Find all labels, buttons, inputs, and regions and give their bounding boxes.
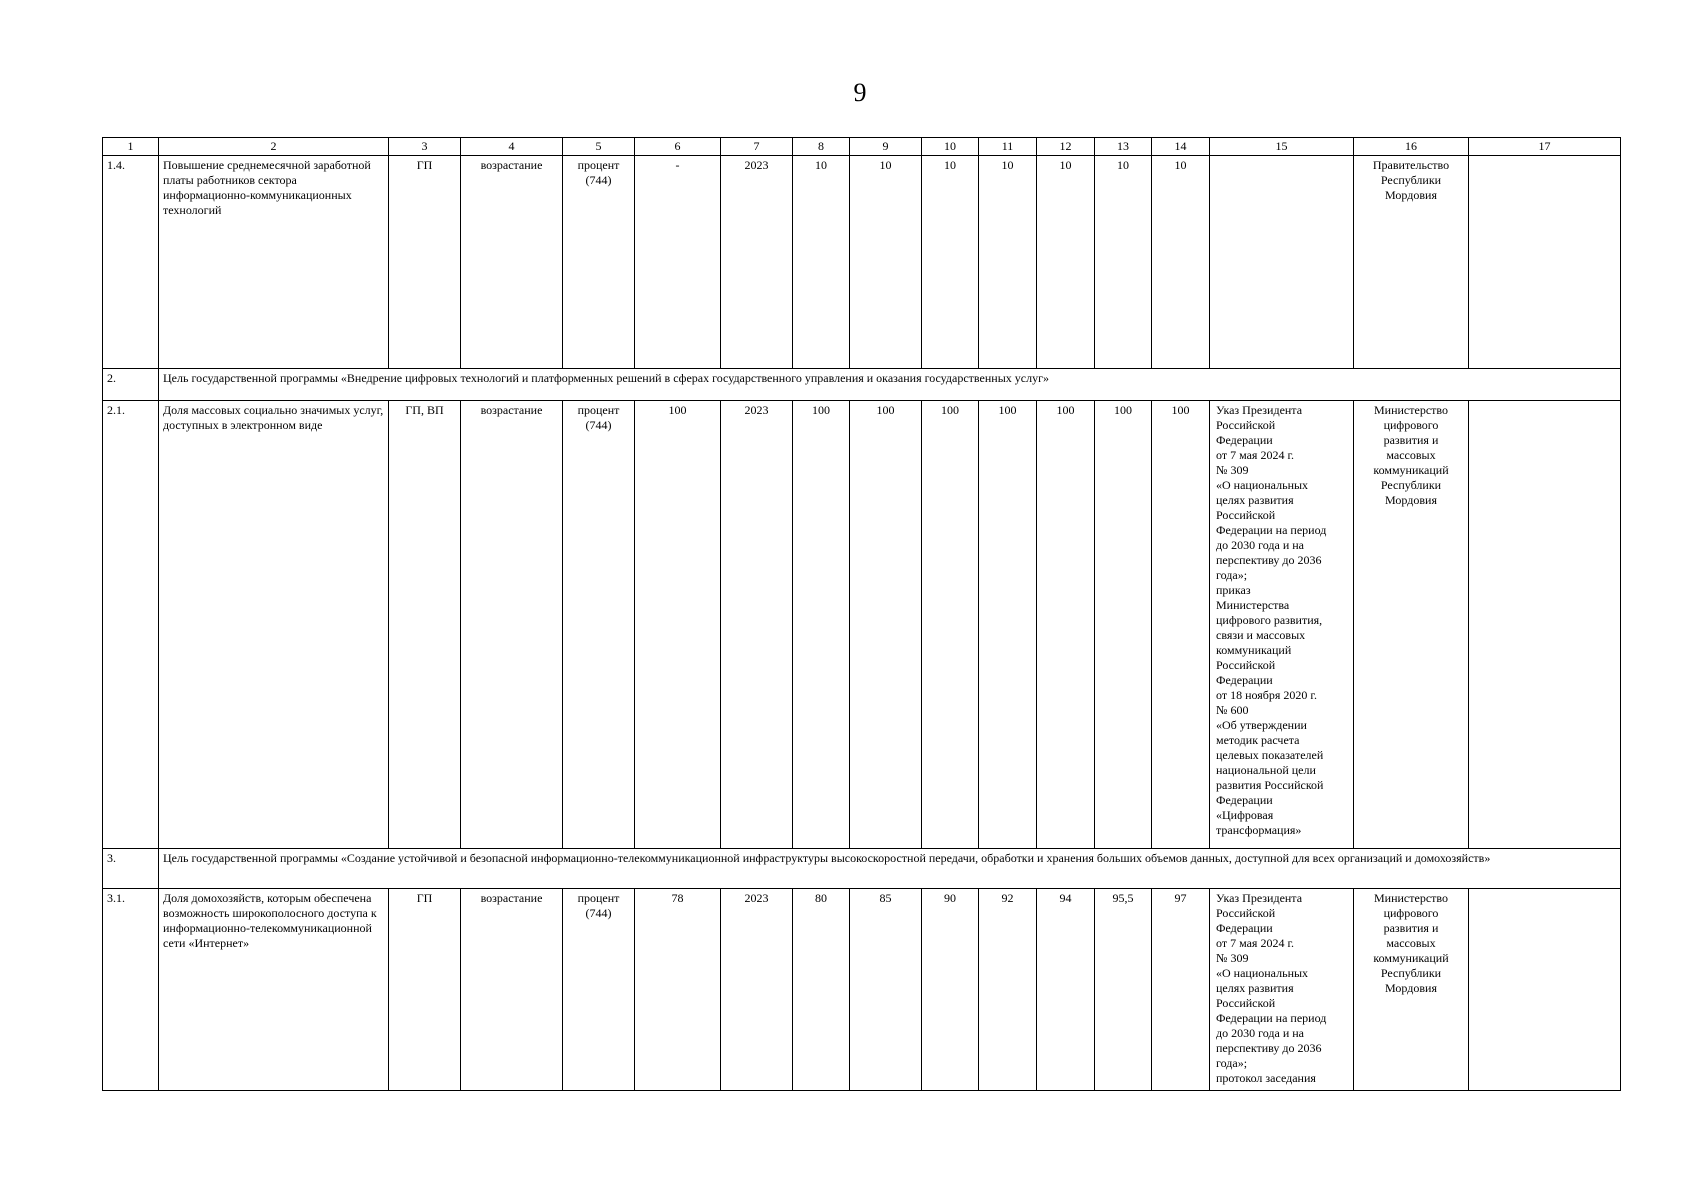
value-cell: 92 [979,889,1037,1091]
goal-row-3 [103,849,1621,889]
header-cell: 4 [461,138,563,156]
goal-row-2 [103,369,1621,401]
table-row-3-1 [103,889,1621,1091]
value-cell: 10 [1037,156,1095,369]
header-cell: 17 [1469,138,1621,156]
responsible-body: Министерство цифрового развития и массовых коммуникаций Республики Мордовия [1354,889,1469,1091]
indicators-table [102,137,1621,1091]
base-year: 2023 [721,401,793,849]
value-cell: 100 [850,401,922,849]
value-cell: 100 [1095,401,1152,849]
value-cell: 10 [793,156,850,369]
indicator-type: ГП, ВП [389,401,461,849]
value-cell: 90 [922,889,979,1091]
indicator-unit: процент (744) [563,889,635,1091]
value-cell: 10 [922,156,979,369]
value-cell: 100 [979,401,1037,849]
value-cell: 10 [850,156,922,369]
goal-text: Цель государственной программы «Создание устойчивой и безопасной информационно-телекоммуникационной инфраструктуры высокоскоростной передачи, обработки и хранения больших объемов данных, доступной для всех организаций и домохозяйств» [159,849,1621,889]
header-cell: 16 [1354,138,1469,156]
header-cell: 15 [1210,138,1354,156]
indicator-trend: возрастание [461,889,563,1091]
base-value: 100 [635,401,721,849]
value-cell: 10 [1095,156,1152,369]
header-cell: 3 [389,138,461,156]
header-cell: 10 [922,138,979,156]
header-cell: 7 [721,138,793,156]
empty-cell [1469,156,1621,369]
base-year: 2023 [721,889,793,1091]
indicator-name: Повышение среднемесячной заработной платы работников сектора информационно-коммуникационных технологий [159,156,389,369]
indicator-type: ГП [389,156,461,369]
legal-basis: Указ Президента Российской Федерации от 7 мая 2024 г. № 309 «О национальных целях развития Российской Федерации на период до 2030 года и на перспективу до 2036 года»; протокол заседания [1210,889,1354,1091]
table-row-1-4 [103,156,1621,369]
header-cell: 2 [159,138,389,156]
header-cell: 12 [1037,138,1095,156]
value-cell: 94 [1037,889,1095,1091]
legal-basis: Указ Президента Российской Федерации от 7 мая 2024 г. № 309 «О национальных целях развития Российской Федерации на период до 2030 года и на перспективу до 2036 года»; приказ Министерства цифрового развития, связи и массовых коммуникаций Российской Федерации от 18 ноября 2020 г. № 600 «Об утверждении методик расчета целевых показателей национальной цели развития Российской Федерации «Цифровая трансформация» [1210,401,1354,849]
empty-cell [1469,401,1621,849]
base-value: 78 [635,889,721,1091]
row-number: 2. [103,369,159,401]
table-row-2-1 [103,401,1621,849]
indicator-name: Доля массовых социально значимых услуг, доступных в электронном виде [159,401,389,849]
header-cell: 14 [1152,138,1210,156]
indicator-type: ГП [389,889,461,1091]
value-cell: 95,5 [1095,889,1152,1091]
header-row [103,138,1621,156]
value-cell: 80 [793,889,850,1091]
row-number: 3.1. [103,889,159,1091]
goal-text: Цель государственной программы «Внедрение цифровых технологий и платформенных решений в сферах государственного управления и оказания государственных услуг» [159,369,1621,401]
value-cell: 100 [922,401,979,849]
indicator-trend: возрастание [461,156,563,369]
page-number: 9 [853,78,867,107]
empty-cell [1469,889,1621,1091]
value-cell: 100 [1037,401,1095,849]
responsible-body: Правительство Республики Мордовия [1354,156,1469,369]
responsible-body: Министерство цифрового развития и массовых коммуникаций Республики Мордовия [1354,401,1469,849]
header-cell: 9 [850,138,922,156]
indicator-name: Доля домохозяйств, которым обеспечена возможность широкополосного доступа к информационно-телекоммуникационной сети «Интернет» [159,889,389,1091]
header-cell: 11 [979,138,1037,156]
value-cell: 100 [1152,401,1210,849]
value-cell: 100 [793,401,850,849]
row-number: 3. [103,849,159,889]
row-number: 1.4. [103,156,159,369]
base-year: 2023 [721,156,793,369]
value-cell: 85 [850,889,922,1091]
indicator-trend: возрастание [461,401,563,849]
value-cell: 10 [979,156,1037,369]
header-cell: 5 [563,138,635,156]
value-cell: 97 [1152,889,1210,1091]
legal-basis [1210,156,1354,369]
header-cell: 8 [793,138,850,156]
indicator-unit: процент (744) [563,156,635,369]
indicator-unit: процент (744) [563,401,635,849]
base-value: - [635,156,721,369]
header-cell: 13 [1095,138,1152,156]
row-number: 2.1. [103,401,159,849]
header-cell: 6 [635,138,721,156]
value-cell: 10 [1152,156,1210,369]
header-cell: 1 [103,138,159,156]
